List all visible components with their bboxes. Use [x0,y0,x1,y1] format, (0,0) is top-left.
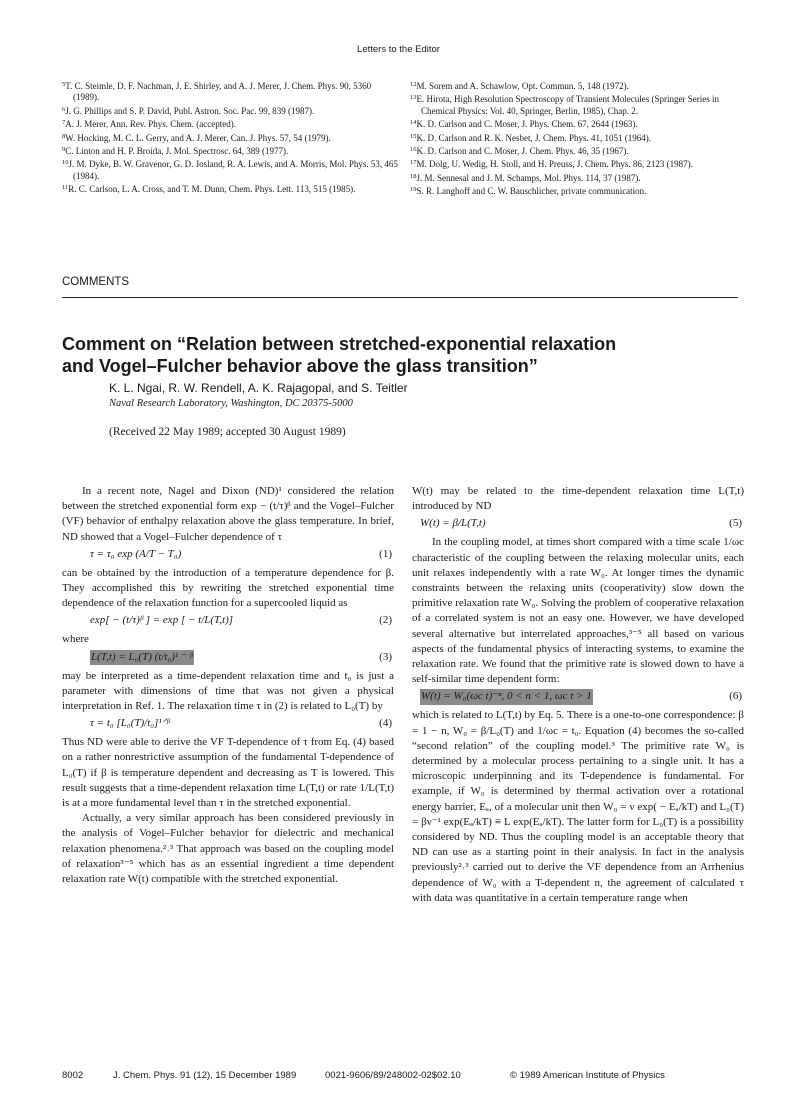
right-column [412,484,744,906]
paragraph: Actually, a very similar approach has been considered previously in the analysis of Vogel–Fulcher behavior for dielectric and mechanical relaxation phenomena.²˒³ That approach was based on the coupling model of relaxation³⁻⁵ which has as an essential ingredient a time dependent relaxation rate W(t) compatible with the stretched exponential. [62,812,394,886]
footer-copyright: © 1989 American Institute of Physics [510,1070,665,1081]
reference-item [62,131,398,144]
reference-item [62,157,398,182]
reference-number: 16 [410,146,417,154]
reference-number: 7 [62,119,66,127]
reference-number: 15 [410,132,417,140]
reference-item [410,92,746,117]
paragraph: can be obtained by the introduction of a temperature dependence for β. They accomplished this by rewriting the stretched exponential time dependence of the relaxation function for a supercooled liquid as [62,566,394,610]
reference-number: 8 [62,132,66,140]
reference-text: K. D. Carlson and C. Moser, J. Phys. Chem. 67, 2644 (1963). [416,119,638,130]
reference-item [410,157,746,170]
section-label: COMMENTS [62,276,130,288]
reference-item [410,117,746,130]
footer-code: 0021-9606/89/248002-02$02.10 [325,1070,461,1081]
reference-item [410,79,746,92]
reference-text: J. M. Dyke, B. W. Gravenor, G. D. Josland, R. A. Lewis, and A. Morris, Mol. Phys. 53, 465 (1984). [68,159,398,181]
reference-number: 14 [410,119,417,127]
reference-text: E. Hirota, High Resolution Spectroscopy of Transient Molecules (Springer Series in Chemical Physics: Vol. 40, Springer, Berlin, 1985), Chap. 2. [416,94,719,116]
reference-text: J. G. Phillips and S. P. David, Publ. Astron. Soc. Pac. 99, 839 (1987). [65,105,315,116]
equation-expression: L(T,t) = L₀(T) (t/t₀)¹ ⁻ ᵝ [90,650,194,665]
reference-item [410,144,746,157]
reference-number: 9 [62,146,66,154]
reference-text: C. Linton and H. P. Broida, J. Mol. Spectrosc. 64, 389 (1977). [65,146,289,157]
equation-3 [62,650,394,667]
reference-text: M. Sorem and A. Schawlow, Opt. Commun. 5, 148 (1972). [416,81,629,91]
equation-number: (3) [379,650,392,663]
reference-text: A. J. Merer, Ann. Rev. Phys. Chem. (accepted). [65,119,237,130]
reference-text: R. C. Carlson, L. A. Cross, and T. M. Dunn, Chem. Phys. Lett. 113, 515 (1985). [68,184,356,195]
paragraph: which is related to L(T,t) by Eq. 5. There is a one-to-one correspondence: β = 1 − n, W₀ = β/L₀(T) and 1/ωc = t₀. Equation (4) becomes the so-called “second relation” of the coupling model.³ The primitive rate W₀ is determined by a molecular process pertaining to a single unit. It has a microscopic underpinning and its T-dependence is fundamental. For example, if W₀ is determined by thermal activation over a rotational energy barrier, Eₐ, of a molecular unit then W₀ = ν exp( − Eₐ/kT) and L₀(T) = βν⁻¹ exp(Eₐ/kT) ≡ L exp(Eₐ/kT). The latter form for L₀(T) is a possibility considered by ND. Thus the coupling model is an acceptable theory that ND can use as a starting point in their analysis. In fact in the analysis previously²˒³ carried out to derive the VF dependence from an Arrhenius dependence of W₀ with a T-dependent n, the agreement of calculated τ with data was quantitative in a certain temperature range when [412,709,744,904]
section-rule [62,297,738,298]
reference-number: 11 [62,184,69,192]
equation-1 [62,547,394,564]
reference-number: 12 [410,81,417,88]
references-left [62,79,398,196]
reference-text: T. C. Steimle, D. F. Nachman, J. E. Shirley, and A. J. Merer, J. Chem. Phys. 90, 5360 (1989). [65,81,372,103]
running-head: Letters to the Editor [357,44,440,55]
authors: K. L. Ngai, R. W. Rendell, A. K. Rajagopal, and S. Teitler [109,381,408,395]
paragraph: In the coupling model, at times short compared with a time scale 1/ωc characteristic of the coupling between the relaxing molecular units, each unit relaxes independently with a rate W₀. At longer times the dynamic constraints between the relaxing units (cooperativity) slow down the primitive relaxation rate W₀. Solving the problem of cooperative relaxation of a correlated system is not an easy one. However, we have developed several alternative but interrelated approaches,³⁻⁵ all based on various aspects of the fundamental physics of interacting systems, to examine the relaxation rate. We found that the primitive rate is slowed down to have a self-similar time dependent form: [412,536,744,686]
equation-expression: exp[ − (t/τ)ᵝ ] = exp [ − t/L(T,t)] [90,614,234,627]
equation-number: (4) [379,717,392,730]
equation-expression: τ = t₀ [L₀(T)/t₀]¹ᐟᵝ [90,717,170,730]
reference-item [410,171,746,184]
reference-item [410,131,746,144]
footer-citation: J. Chem. Phys. 91 (12), 15 December 1989 [113,1070,297,1081]
reference-item [62,104,398,117]
reference-text: J. M. Sennesal and J. M. Schamps, Mol. Phys. 114, 37 (1987). [416,172,641,183]
paragraph: Thus ND were able to derive the VF T-dependence of τ from Eq. (4) based on a rather nonrestrictive assumption of the fundamental T-dependence of L₀(T) if β is temperature dependent and decreasing as T is lowered. This result suggests that a time-dependent relaxation time L(T,t) or rate 1/L(T,t) is at a more fundamental level than τ in the stretched exponential. [62,736,394,810]
equation-expression: W(t) = β/L(T,t) [420,517,486,530]
paragraph: In a recent note, Nagel and Dixon (ND)¹ considered the relation between the stretched exponential form exp − (t/τ)ᵝ and the Vogel–Fulcher (VF) behavior of enthalpy relaxation above the glass temperature. In brief, ND showed that a Vogel–Fulcher dependence of τ [62,485,394,543]
equation-number: (2) [379,614,392,627]
reference-number: 5 [62,81,66,88]
reference-item [62,182,398,195]
reference-item [410,184,746,197]
reference-text: M. Dolg, U. Wedig, H. Stoll, and H. Preuss, J. Chem. Phys. 86, 2123 (1987). [416,159,693,170]
title-line-1: Comment on “Relation between stretched-exponential relaxation [62,334,617,354]
affiliation: Naval Research Laboratory, Washington, DC 20375-5000 [109,398,353,409]
received-date: (Received 22 May 1989; accepted 30 August 1989) [109,426,346,438]
equation-6 [412,689,744,706]
paragraph: may be interpreted as a time-dependent relaxation time and t₀ is just a parameter with dimensions of time that was not given a physical interpretation in Ref. 1. The relaxation time τ in (2) is related to L₀(T) by [62,669,394,713]
equation-number: (5) [729,517,742,530]
article-title [62,333,752,377]
title-line-2: and Vogel–Fulcher behavior above the glass transition” [62,356,538,376]
equation-5 [412,516,744,533]
reference-number: 13 [410,94,417,102]
reference-number: 6 [62,105,66,113]
reference-text: K. D. Carlson and C. Moser, J. Chem. Phys. 46, 35 (1967). [416,146,629,157]
left-column [62,484,394,887]
reference-item [62,117,398,130]
equation-4 [62,716,394,733]
reference-text: W. Hocking, M. C. L. Gerry, and A. J. Merer, Can. J. Phys. 57, 54 (1979). [65,132,331,143]
equation-2 [62,613,394,630]
reference-text: K. D. Carlson and R. K. Nesbet, J. Chem. Phys. 41, 1051 (1964). [416,132,651,143]
paragraph: where [62,633,89,646]
paragraph: W(t) may be related to the time-dependent relaxation time L(T,t) introduced by ND [412,485,744,513]
reference-item [62,79,398,104]
reference-number: 19 [410,186,417,194]
reference-number: 10 [62,159,69,167]
equation-number: (6) [729,690,742,703]
equation-number: (1) [379,547,392,560]
reference-item [62,144,398,157]
reference-text: S. R. Langhoff and C. W. Bauschlicher, private communication. [416,186,647,197]
equation-expression: W(t) = W₀(ωc t)⁻ⁿ, 0 < n < 1, ωc t > 1 [420,689,593,704]
references-right [410,79,746,198]
reference-number: 17 [410,159,417,167]
equation-expression: τ = τ₀ exp (A/T − T₀) [90,547,182,560]
reference-number: 18 [410,172,417,180]
footer-page-number: 8002 [62,1070,84,1081]
